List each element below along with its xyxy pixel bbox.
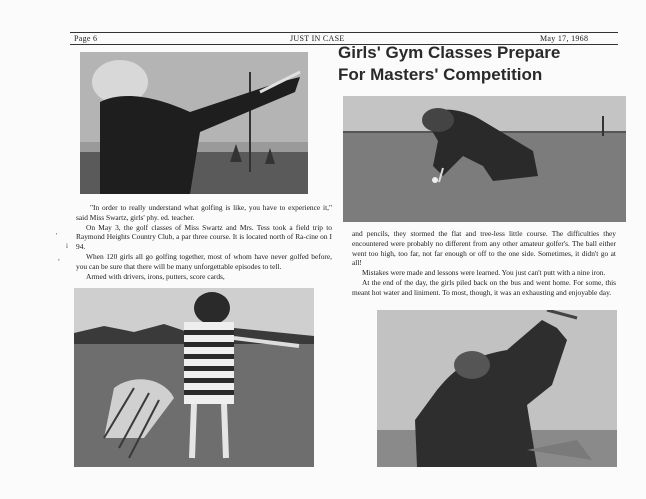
photo-girl-with-clubs bbox=[74, 288, 314, 467]
margin-mark: , bbox=[58, 254, 60, 262]
paragraph: Armed with drivers, irons, putters, score cards, bbox=[86, 271, 225, 281]
margin-mark: i bbox=[66, 242, 68, 250]
headline-line-1: Girls' Gym Classes Prepare bbox=[338, 43, 561, 62]
page-number: Page 6 bbox=[74, 34, 98, 43]
headline-line-2: For Masters' Competition bbox=[338, 65, 543, 84]
article-column-left bbox=[76, 203, 332, 281]
margin-mark: ' bbox=[56, 232, 58, 240]
paragraph: "In order to really understand what golfing is like, you have to experience it," said Miss Swartz, girls' phy. ed. teacher. bbox=[76, 203, 332, 222]
headline bbox=[338, 42, 620, 86]
header-rule-top bbox=[70, 32, 618, 33]
photo-golfer-putting bbox=[343, 96, 626, 222]
paragraph: and pencils, they stormed the flat and tree-less little course. The difficulties they encountered were probably no different from any other amateur golfer's. The ball either went too high, too far, not far enough or off to the one side. Sometimes, it didn't go at all! bbox=[352, 229, 616, 268]
article-column-right bbox=[352, 229, 616, 298]
paragraph: Mistakes were made and lessons were learned. You just can't putt with a nine iron. bbox=[362, 268, 606, 278]
issue-date: May 17, 1968 bbox=[540, 34, 589, 43]
paragraph: At the end of the day, the girls piled back on the bus and went home. For some, this meant hot water and liniment. To most, though, it was an exhausting and enjoyable day. bbox=[352, 277, 616, 297]
photo-golfer-follow-through bbox=[377, 310, 617, 467]
publication-name: JUST IN CASE bbox=[290, 34, 345, 43]
paragraph: On May 3, the golf classes of Miss Swartz and Mrs. Tess took a field trip to Raymond Heights Country Club, a par three course. It is located north of Ra-cine on I 94. bbox=[76, 222, 332, 252]
photo-golfer-swing bbox=[80, 52, 308, 194]
paragraph: When 120 girls all go golfing together, most of whom have never golfed before, you can be sure that there will be many unforgettable episodes to tell. bbox=[76, 251, 332, 271]
